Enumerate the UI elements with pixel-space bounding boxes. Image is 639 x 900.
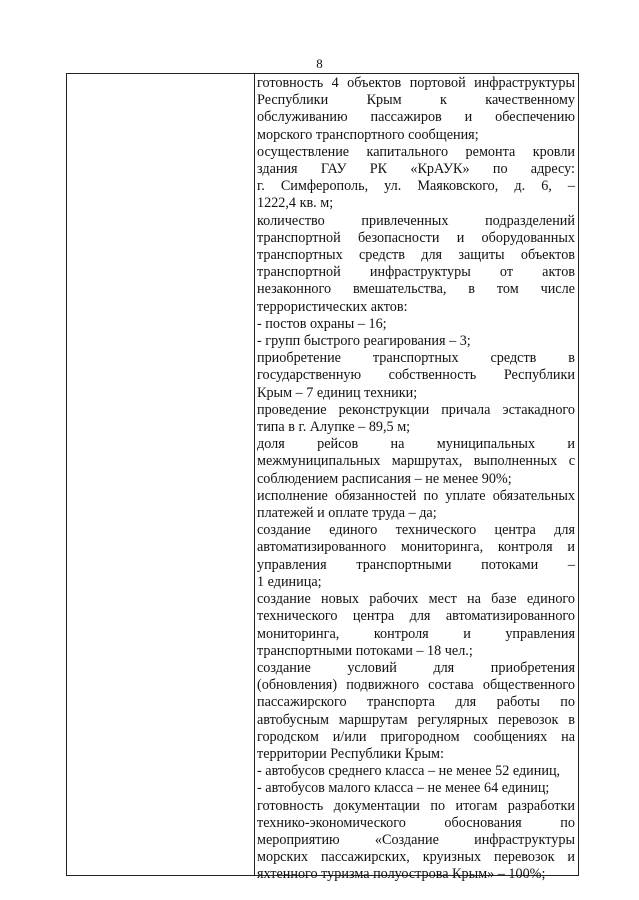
text-line: готовность 4 объектов портовой инфраструктуры	[257, 75, 575, 91]
text-line: 1222,4 кв. м;	[257, 195, 334, 212]
text-line: технического центра для автоматизированного	[257, 608, 575, 625]
text-line: - автобусов среднего класса – не менее 52 единиц,	[257, 763, 561, 780]
text-line: межмуниципальных маршрутах, выполненных с	[257, 453, 575, 470]
text-line: - групп быстрого реагирования – 3;	[257, 333, 471, 350]
column-divider	[254, 74, 255, 875]
text-line: яхтенного туризма полуострова Крым» – 100%;	[257, 866, 546, 883]
text-line: г. Симферополь, ул. Маяковского, д. 6, –	[257, 178, 575, 195]
text-line: государственную собственность Республики	[257, 367, 575, 384]
text-line: здания ГАУ РК «КрАУК» по адресу:	[257, 161, 575, 178]
text-line: пассажирского транспорта для работы по	[257, 694, 575, 711]
text-line: городском и/или пригородном сообщениях на	[257, 728, 575, 745]
text-line: создание условий для приобретения	[257, 659, 575, 676]
table	[66, 73, 579, 883]
text-line: террористических актов:	[257, 298, 408, 315]
text-line: управления транспортными потоками –	[257, 556, 575, 573]
text-line: мероприятию «Создание инфраструктуры	[257, 831, 575, 848]
text-line: морского транспортного сообщения;	[257, 126, 479, 143]
text-line: создание новых рабочих мест на базе единого	[257, 591, 575, 608]
text-line: территории Республики Крым:	[257, 745, 444, 762]
text-line: осуществление капитального ремонта кровли	[257, 143, 575, 160]
text-line: количество привлеченных подразделений	[257, 212, 575, 229]
text-line: транспортной безопасности и оборудованных	[257, 229, 575, 246]
text-line: - автобусов малого класса – не менее 64 единиц;	[257, 780, 550, 797]
text-line: транспортными потоками – 18 чел.;	[257, 642, 473, 659]
text-line: проведение реконструкции причала эстакадного	[257, 401, 575, 418]
text-line: (обновления) подвижного состава общественного	[257, 677, 575, 694]
text-line: незаконного вмешательства, в том числе	[257, 281, 575, 298]
text-line: - постов охраны – 16;	[257, 315, 387, 332]
text-line: технико-экономического обоснования по	[257, 814, 575, 831]
text-line: готовность документации по итогам разработки	[257, 797, 575, 814]
text-line: Крым – 7 единиц техники;	[257, 384, 418, 401]
page-number: 8	[316, 56, 323, 71]
text-line: транспортных средств для защиты объектов	[257, 247, 575, 264]
text-line: автобусным маршрутам регулярных перевозок в	[257, 711, 575, 728]
text-line: Республики Крым к качественному	[257, 92, 575, 109]
text-line: исполнение обязанностей по уплате обязательных	[257, 487, 575, 504]
text-line: автоматизированного мониторинга, контроля и	[257, 539, 575, 556]
text-line: типа в г. Алупке – 89,5 м;	[257, 419, 411, 436]
text-line: соблюдением расписания – не менее 90%;	[257, 470, 512, 487]
text-line: приобретение транспортных средств в	[257, 350, 575, 367]
indicators-cell	[257, 75, 575, 884]
text-line: мониторинга, контроля и управления	[257, 625, 575, 642]
text-line: транспортной инфраструктуры от актов	[257, 264, 575, 281]
text-line: доля рейсов на муниципальных и	[257, 436, 575, 453]
text-line: платежей и оплате труда – да;	[257, 505, 437, 522]
text-line: морских пассажирских, круизных перевозок и	[257, 849, 575, 866]
text-line: обслуживанию пассажиров и обеспечению	[257, 109, 575, 126]
text-line: создание единого технического центра для	[257, 522, 575, 539]
text-line: 1 единица;	[257, 573, 322, 590]
